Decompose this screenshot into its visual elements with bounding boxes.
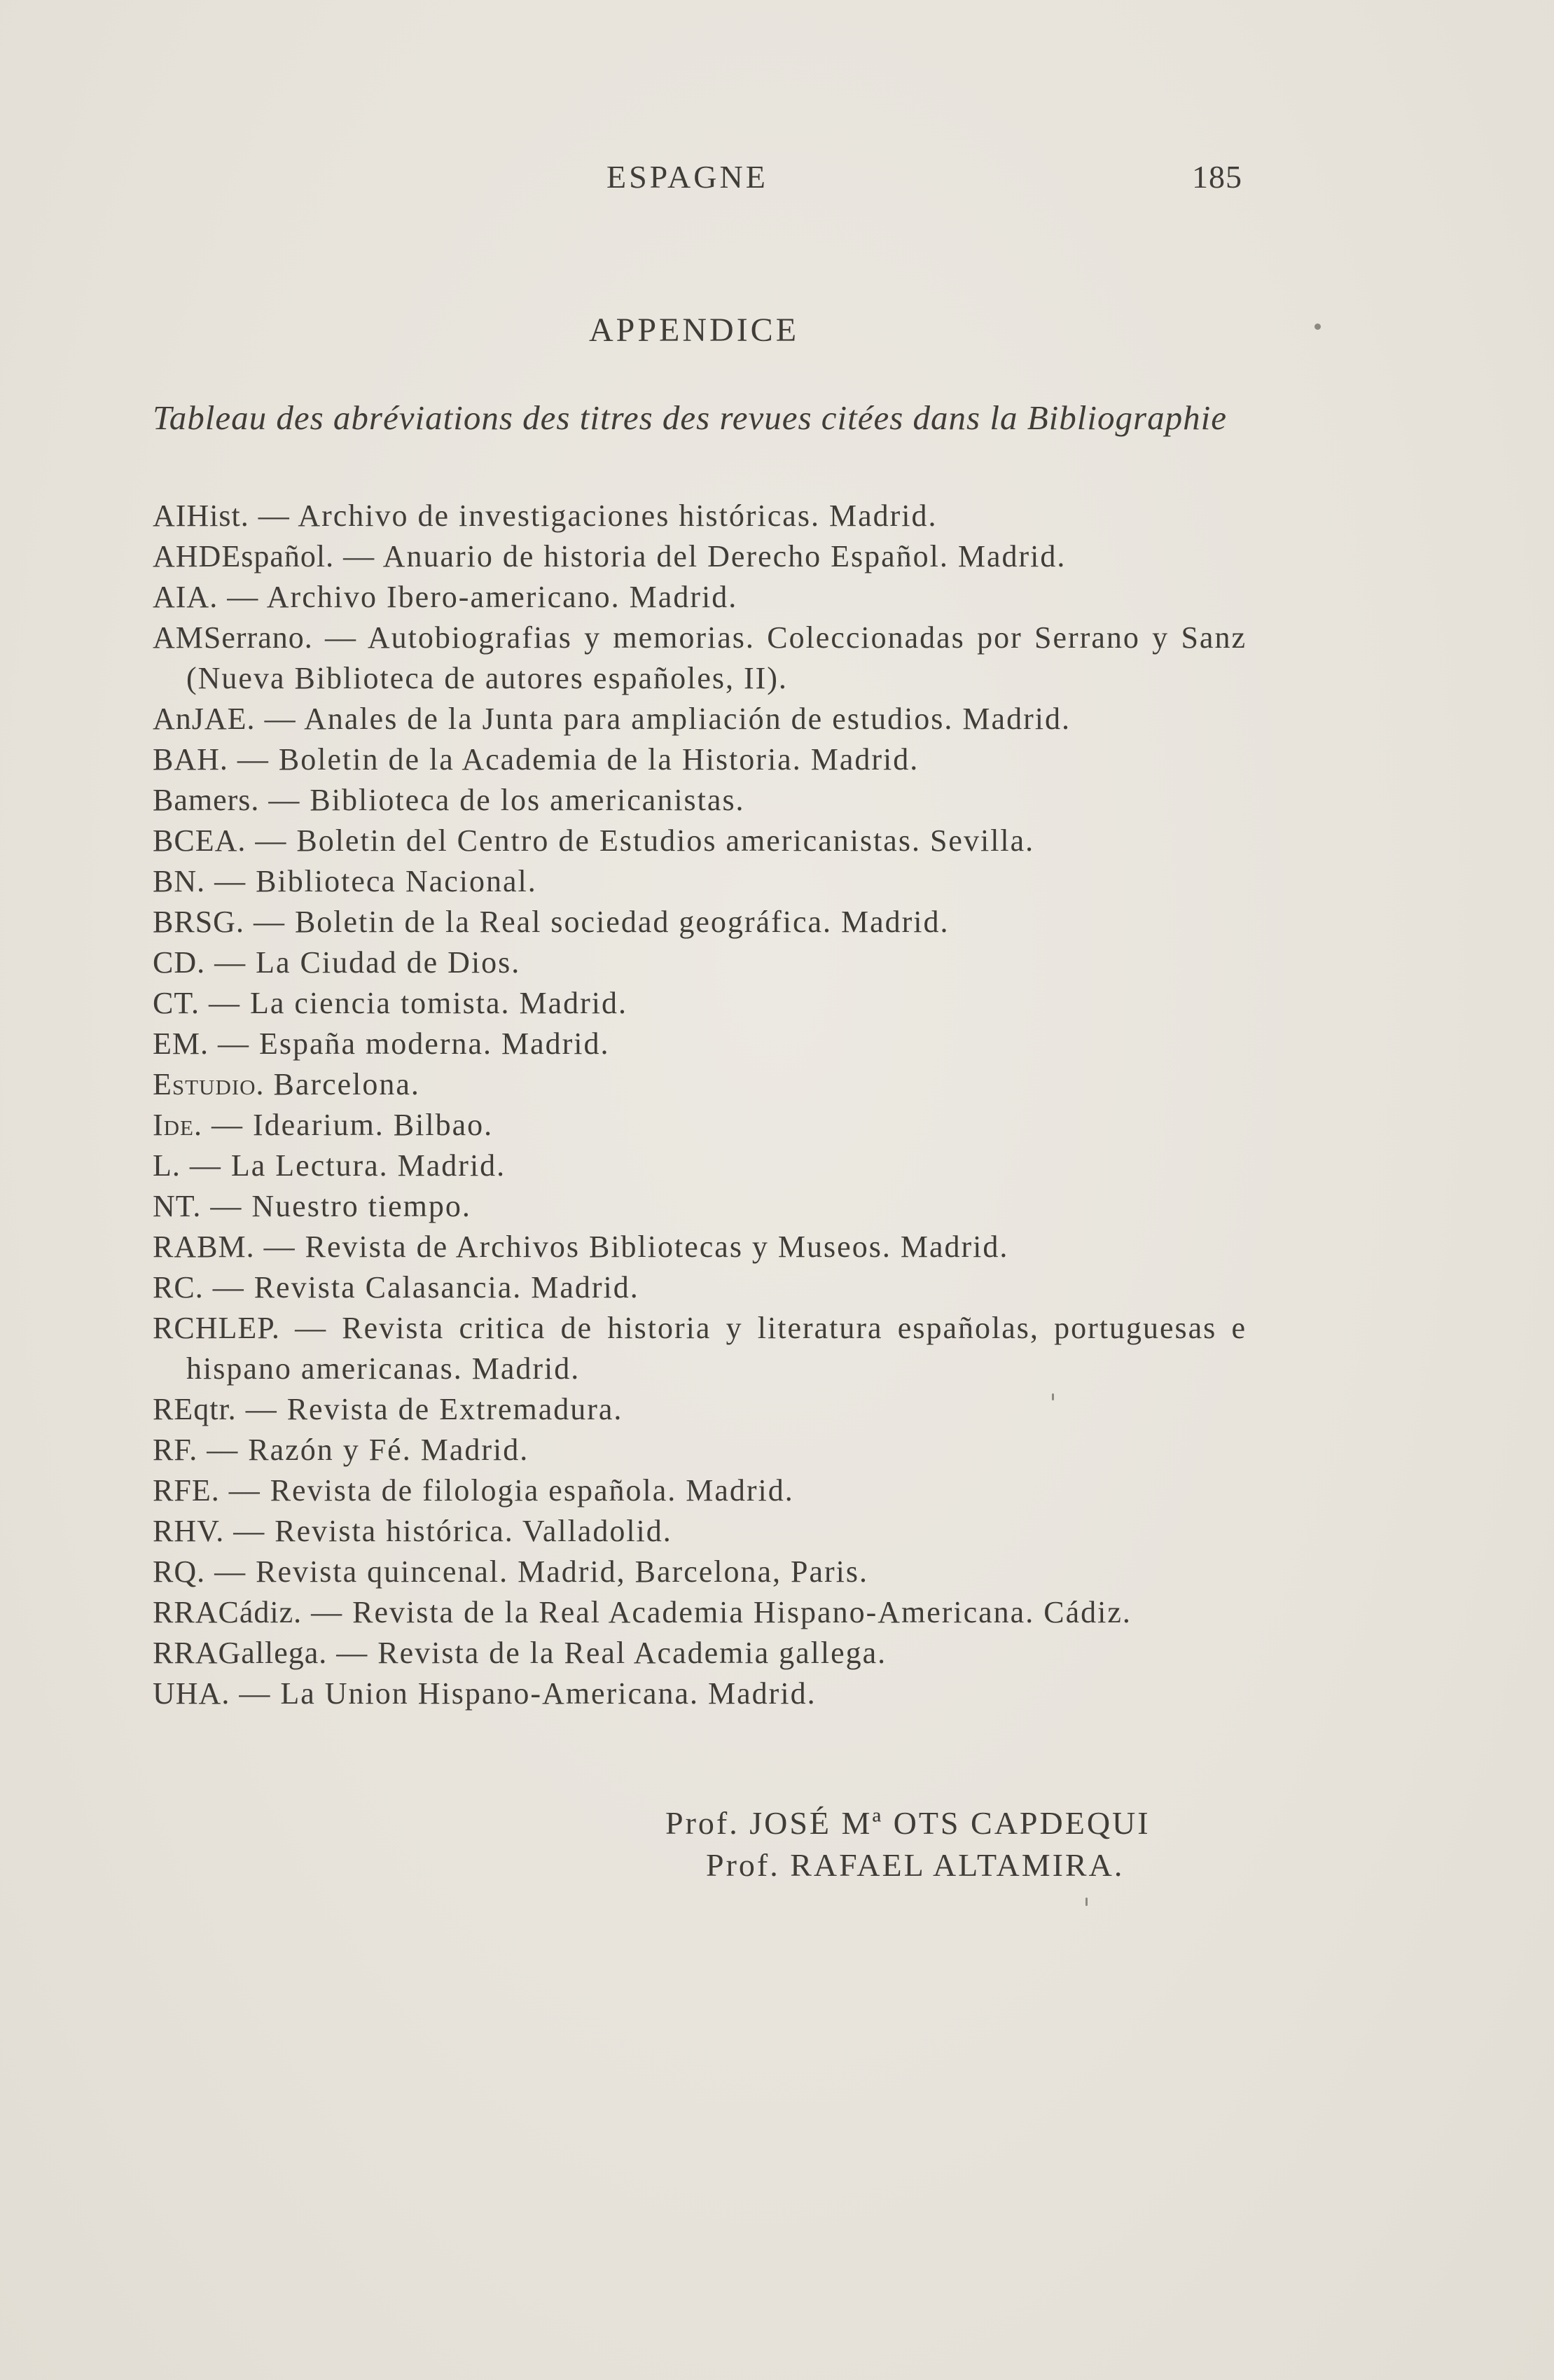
entry-description: — La Ciudad de Dios. — [214, 945, 521, 980]
entry-abbreviation: BAH. — [153, 742, 228, 777]
entry-description: — Revista de Archivos Bibliotecas y Museos. Madrid. — [263, 1230, 1009, 1264]
list-item — [153, 1511, 1247, 1552]
list-item — [153, 1146, 1247, 1186]
entry-description: — Archivo Ibero-americano. Madrid. — [227, 580, 738, 614]
signature-ots-capdequi: Prof. JOSÉ Mª OTS CAPDEQUI — [665, 1805, 1151, 1841]
list-item — [153, 1024, 1247, 1064]
entry-description: — España moderna. Madrid. — [218, 1027, 610, 1061]
entry-abbreviation: RCHLEP. — [153, 1311, 280, 1345]
list-item — [153, 1186, 1247, 1227]
entry-description: — La Union Hispano-Americana. Madrid. — [239, 1676, 817, 1711]
entry-abbreviation: AMSerrano. — [153, 620, 313, 655]
entry-description: — Idearium. Bilbao. — [211, 1108, 494, 1142]
running-head — [0, 158, 1554, 200]
list-item — [153, 1308, 1247, 1389]
entry-abbreviation: BRSG. — [153, 905, 244, 939]
entry-description: — Razón y Fé. Madrid. — [207, 1433, 529, 1467]
list-item — [153, 1389, 1247, 1430]
list-item — [153, 1227, 1247, 1267]
entry-abbreviation: RQ. — [153, 1554, 206, 1589]
entry-description: — Boletin de la Real sociedad geográfica. Madrid. — [253, 905, 950, 939]
list-item — [153, 1064, 1247, 1105]
entry-abbreviation: UHA. — [153, 1676, 230, 1711]
entry-description: — La Lectura. Madrid. — [189, 1148, 506, 1183]
list-item — [153, 902, 1247, 942]
list-item — [153, 861, 1247, 902]
entry-abbreviation: RF. — [153, 1433, 198, 1467]
entry-abbreviation: CD. — [153, 945, 206, 980]
entry-abbreviation: EM. — [153, 1027, 209, 1061]
entry-abbreviation: RRAGallega. — [153, 1636, 328, 1670]
entry-abbreviation: CT. — [153, 986, 200, 1020]
entry-abbreviation: AIA. — [153, 580, 218, 614]
paper-speck — [1085, 1898, 1088, 1906]
entry-description: — Revista quincenal. Madrid, Barcelona, Paris. — [214, 1554, 869, 1589]
entry-description: — Anales de la Junta para ampliación de estudios. Madrid. — [264, 702, 1071, 736]
entry-abbreviation: AIHist. — [153, 499, 249, 533]
entry-description: — Revista de la Real Academia gallega. — [336, 1636, 887, 1670]
entry-description: — Revista Calasancia. Madrid. — [212, 1270, 639, 1304]
entry-abbreviation: RABM. — [153, 1230, 255, 1264]
entry-abbreviation: BN. — [153, 864, 206, 898]
list-item — [153, 983, 1247, 1024]
entry-description: — Biblioteca Nacional. — [214, 864, 537, 898]
entry-description: Barcelona. — [273, 1067, 420, 1101]
paper-speck — [1052, 1393, 1054, 1400]
list-item — [153, 1633, 1247, 1673]
list-item — [153, 618, 1247, 699]
entry-abbreviation: Ide. — [153, 1108, 202, 1142]
entry-description: — Revista de filologia española. Madrid. — [228, 1473, 794, 1508]
entry-abbreviation: RFE. — [153, 1473, 220, 1508]
list-item — [153, 699, 1247, 739]
entry-description: — Revista histórica. Valladolid. — [233, 1514, 672, 1548]
entry-abbreviation: BCEA. — [153, 823, 247, 858]
list-item — [153, 1552, 1247, 1592]
entry-description: — Revista de Extremadura. — [245, 1392, 623, 1426]
list-item — [153, 1470, 1247, 1511]
entry-abbreviation: Estudio. — [153, 1067, 265, 1101]
entry-description: — Revista critica de historia y literatura españolas, portuguesas e hispano americanas. Madrid. — [186, 1311, 1247, 1386]
entry-abbreviation: Bamers. — [153, 783, 260, 817]
running-title: ESPAGNE — [606, 159, 768, 195]
entry-description: — Anuario de historia del Derecho Español. Madrid. — [343, 539, 1067, 573]
list-item — [153, 536, 1247, 577]
list-item — [153, 780, 1247, 821]
entry-abbreviation: NT. — [153, 1189, 202, 1223]
list-item — [153, 942, 1247, 983]
entry-description: — Archivo de investigaciones históricas. Madrid. — [258, 499, 938, 533]
entry-abbreviation: AHDEspañol. — [153, 539, 335, 573]
entry-description: — La ciencia tomista. Madrid. — [208, 986, 628, 1020]
entry-abbreviation: REqtr. — [153, 1392, 237, 1426]
list-item — [153, 821, 1247, 861]
table-subtitle: Tableau des abréviations des titres des revues citées dans la Bibliographie — [153, 398, 1227, 437]
list-item — [153, 577, 1247, 618]
entry-abbreviation: RRACádiz. — [153, 1595, 303, 1629]
entry-description: — Nuestro tiempo. — [210, 1189, 471, 1223]
page-number: 185 — [1192, 159, 1242, 195]
list-item — [153, 1105, 1247, 1146]
entry-abbreviation: RC. — [153, 1270, 204, 1304]
list-item — [153, 1673, 1247, 1714]
entry-abbreviation: AnJAE. — [153, 702, 256, 736]
entry-description: — Boletin del Centro de Estudios americanistas. Sevilla. — [255, 823, 1035, 858]
entry-description: — Boletin de la Academia de la Historia. Madrid. — [237, 742, 920, 777]
entry-description: — Autobiografias y memorias. Coleccionadas por Serrano y Sanz (Nueva Biblioteca de autores españoles, II). — [186, 620, 1247, 695]
entry-description: — Revista de la Real Academia Hispano-Americana. Cádiz. — [311, 1595, 1132, 1629]
list-item — [153, 1267, 1247, 1308]
signature-altamira: Prof. RAFAEL ALTAMIRA. — [706, 1847, 1125, 1883]
list-item — [153, 1430, 1247, 1470]
signature-block — [665, 1802, 1254, 1886]
list-item — [153, 739, 1247, 780]
paper-speck — [1314, 323, 1321, 330]
section-heading: APPENDICE — [588, 312, 800, 349]
abbreviation-list — [153, 496, 1247, 1714]
list-item — [153, 496, 1247, 536]
entry-abbreviation: RHV. — [153, 1514, 225, 1548]
list-item — [153, 1592, 1247, 1633]
entry-abbreviation: L. — [153, 1148, 181, 1183]
entry-description: — Biblioteca de los americanistas. — [268, 783, 745, 817]
